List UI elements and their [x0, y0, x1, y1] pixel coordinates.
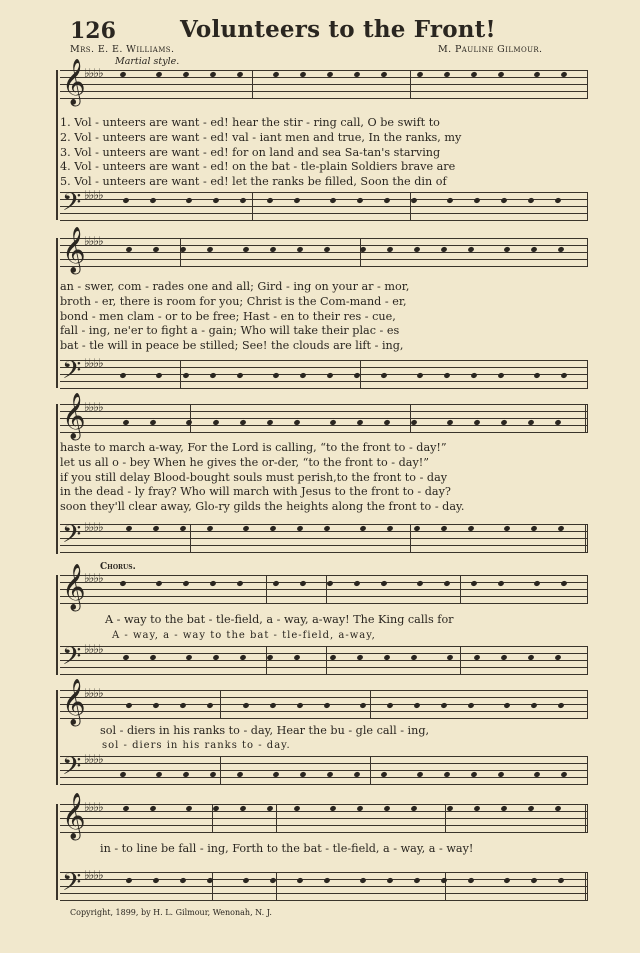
notehead-icon [209, 580, 216, 587]
chorus-lyrics-2: sol - diers in his ranks to - day, Hear the bu - gle call - ing, [100, 724, 430, 737]
notehead-icon [323, 702, 330, 709]
notehead-icon [413, 702, 420, 709]
system-brace [56, 575, 58, 675]
chorus-bass-lyrics-1: A - way, a - way to the bat - tle-field, a-way, [112, 630, 376, 641]
notehead-icon [530, 877, 537, 884]
notehead-icon [242, 877, 249, 884]
notehead-icon [293, 197, 300, 204]
treble-staff [60, 679, 588, 725]
notehead-icon [152, 877, 159, 884]
notehead-icon [182, 580, 189, 587]
bass-staff [60, 188, 588, 223]
chorus-bass-lyrics-2: sol - diers in his ranks to - day. [102, 740, 291, 751]
treble-staff [60, 227, 588, 273]
notehead-icon [119, 580, 126, 587]
chorus-lyrics-1: A - way to the bat - tle-field, a - way, a-way! The King calls for [105, 613, 454, 626]
notehead-icon [125, 702, 132, 709]
notehead-icon [554, 197, 561, 204]
notehead-icon [560, 580, 567, 587]
notehead-icon [380, 580, 387, 587]
system-brace [56, 404, 58, 554]
lyricist-credit: Mrs. E. E. Williams. [70, 44, 175, 55]
notehead-icon [503, 877, 510, 884]
bass-clef-icon: 𝄢 [62, 868, 82, 903]
notehead-icon [356, 197, 363, 204]
notehead-icon [533, 580, 540, 587]
notehead-icon [443, 580, 450, 587]
notehead-icon [209, 372, 216, 379]
notehead-icon [122, 197, 129, 204]
notehead-icon [410, 197, 417, 204]
treble-clef-icon: 𝄞 [62, 393, 86, 439]
notehead-icon [155, 372, 162, 379]
notehead-icon [272, 580, 279, 587]
notehead-icon [329, 197, 336, 204]
notehead-icon [557, 877, 564, 884]
chorus-lyrics-3: in - to line be fall - ing, Forth to the bat - tle-field, a - way, a - way! [100, 842, 474, 855]
notehead-icon [206, 702, 213, 709]
key-signature-icon: ♭♭♭♭ [84, 66, 103, 80]
verse-lyrics-2: an - swer, com - rades one and all; Gird - ing on your ar - mor, broth - er, there is room for you; Christ is the Com-mand - er, bond - men clam - or to be free; Hast - en to their res - cue, fall - ing, ne'er to fight a - gain; Who will take their plac - es bat - tle will in peace be stilled; See! the clouds are lift - ing, [60, 280, 410, 353]
notehead-icon [527, 197, 534, 204]
notehead-icon [386, 877, 393, 884]
verse-lyrics-1: 1. Vol - unteers are want - ed! hear the stir - ring call, O be swift to 2. Vol - unteers are want - ed! val - iant men and true, In the ranks, my 3. Vol - unteers are want - ed! for on land and sea Sa-tan's starving 4. Vol - unteers are want - ed! on the bat - tle-plain Soldiers brave are 5. Vol - unteers are want - ed! let the ranks be filled, Soon the din of [60, 116, 462, 189]
notehead-icon [497, 372, 504, 379]
notehead-icon [272, 372, 279, 379]
notehead-icon [383, 197, 390, 204]
notehead-icon [533, 372, 540, 379]
key-signature-icon: ♭♭♭♭ [84, 868, 103, 882]
system-brace [56, 238, 58, 388]
treble-staff [60, 393, 588, 439]
notehead-icon [497, 580, 504, 587]
key-signature-icon: ♭♭♭♭ [84, 571, 103, 585]
key-signature-icon: ♭♭♭♭ [84, 520, 103, 534]
notehead-icon [473, 197, 480, 204]
notehead-icon [503, 702, 510, 709]
notehead-icon [242, 702, 249, 709]
notehead-icon [467, 702, 474, 709]
notehead-icon [386, 702, 393, 709]
verse-lyrics-3: haste to march a-way, For the Lord is calling, “to the front to - day!” let us all o - bey When he gives the or-der, “to the front to - day!” if you still delay Blood-bought souls must perish,to the front to - day in the dead - ly fray? Who will march with Jesus to the front to - day? soon they'll clear away, Glo-ry gilds the heights along the front to - day. [60, 441, 465, 514]
tempo-marking: Martial style. [115, 56, 180, 67]
notehead-icon [560, 372, 567, 379]
notehead-icon [446, 197, 453, 204]
key-signature-icon: ♭♭♭♭ [84, 686, 103, 700]
notehead-icon [299, 372, 306, 379]
notehead-icon [152, 702, 159, 709]
notehead-icon [119, 372, 126, 379]
key-signature-icon: ♭♭♭♭ [84, 800, 103, 814]
treble-clef-icon: 𝄞 [62, 564, 86, 610]
notehead-icon [530, 702, 537, 709]
notehead-icon [470, 372, 477, 379]
notehead-icon [359, 702, 366, 709]
system-brace [56, 70, 58, 220]
notehead-icon [236, 372, 243, 379]
bass-staff [60, 868, 588, 903]
treble-clef-icon: 𝄞 [62, 793, 86, 839]
notehead-icon [125, 877, 132, 884]
key-signature-icon: ♭♭♭♭ [84, 356, 103, 370]
bass-clef-icon: 𝄢 [62, 520, 82, 555]
notehead-icon [416, 372, 423, 379]
notehead-icon [413, 877, 420, 884]
bass-clef-icon: 𝄢 [62, 188, 82, 223]
key-signature-icon: ♭♭♭♭ [84, 188, 103, 202]
treble-clef-icon: 𝄞 [62, 59, 86, 105]
notehead-icon [269, 702, 276, 709]
notehead-icon [236, 580, 243, 587]
notehead-icon [440, 877, 447, 884]
composer-credit: M. Pauline Gilmour. [438, 44, 543, 55]
bass-staff [60, 642, 588, 677]
notehead-icon [353, 580, 360, 587]
notehead-icon [359, 877, 366, 884]
treble-clef-icon: 𝄞 [62, 679, 86, 725]
treble-staff [60, 793, 588, 839]
notehead-icon [323, 877, 330, 884]
bass-clef-icon: 𝄢 [62, 356, 82, 391]
key-signature-icon: ♭♭♭♭ [84, 642, 103, 656]
notehead-icon [500, 197, 507, 204]
hymn-title: Volunteers to the Front! [180, 16, 496, 43]
notehead-icon [326, 580, 333, 587]
bass-clef-icon: 𝄢 [62, 642, 82, 677]
notehead-icon [380, 372, 387, 379]
notehead-icon [185, 197, 192, 204]
notehead-icon [440, 702, 447, 709]
key-signature-icon: ♭♭♭♭ [84, 234, 103, 248]
hymn-number: 126 [70, 18, 116, 44]
notehead-icon [296, 702, 303, 709]
notehead-icon [416, 580, 423, 587]
bass-staff [60, 356, 588, 391]
notehead-icon [266, 197, 273, 204]
notehead-icon [239, 197, 246, 204]
notehead-icon [299, 580, 306, 587]
system-brace [56, 690, 58, 785]
notehead-icon [182, 372, 189, 379]
notehead-icon [179, 702, 186, 709]
copyright-notice: Copyright, 1899, by H. L. Gilmour, Wenonah, N. J. [70, 908, 272, 917]
treble-clef-icon: 𝄞 [62, 227, 86, 273]
bass-staff [60, 520, 588, 555]
notehead-icon [470, 580, 477, 587]
key-signature-icon: ♭♭♭♭ [84, 400, 103, 414]
notehead-icon [296, 877, 303, 884]
notehead-icon [326, 372, 333, 379]
notehead-icon [155, 580, 162, 587]
system-brace [56, 804, 58, 900]
notehead-icon [557, 702, 564, 709]
notehead-icon [149, 197, 156, 204]
key-signature-icon: ♭♭♭♭ [84, 752, 103, 766]
notehead-icon [443, 372, 450, 379]
chorus-label: Chorus. [100, 562, 136, 572]
bass-staff [60, 752, 588, 787]
notehead-icon [179, 877, 186, 884]
notehead-icon [212, 197, 219, 204]
bass-clef-icon: 𝄢 [62, 752, 82, 787]
notehead-icon [467, 877, 474, 884]
